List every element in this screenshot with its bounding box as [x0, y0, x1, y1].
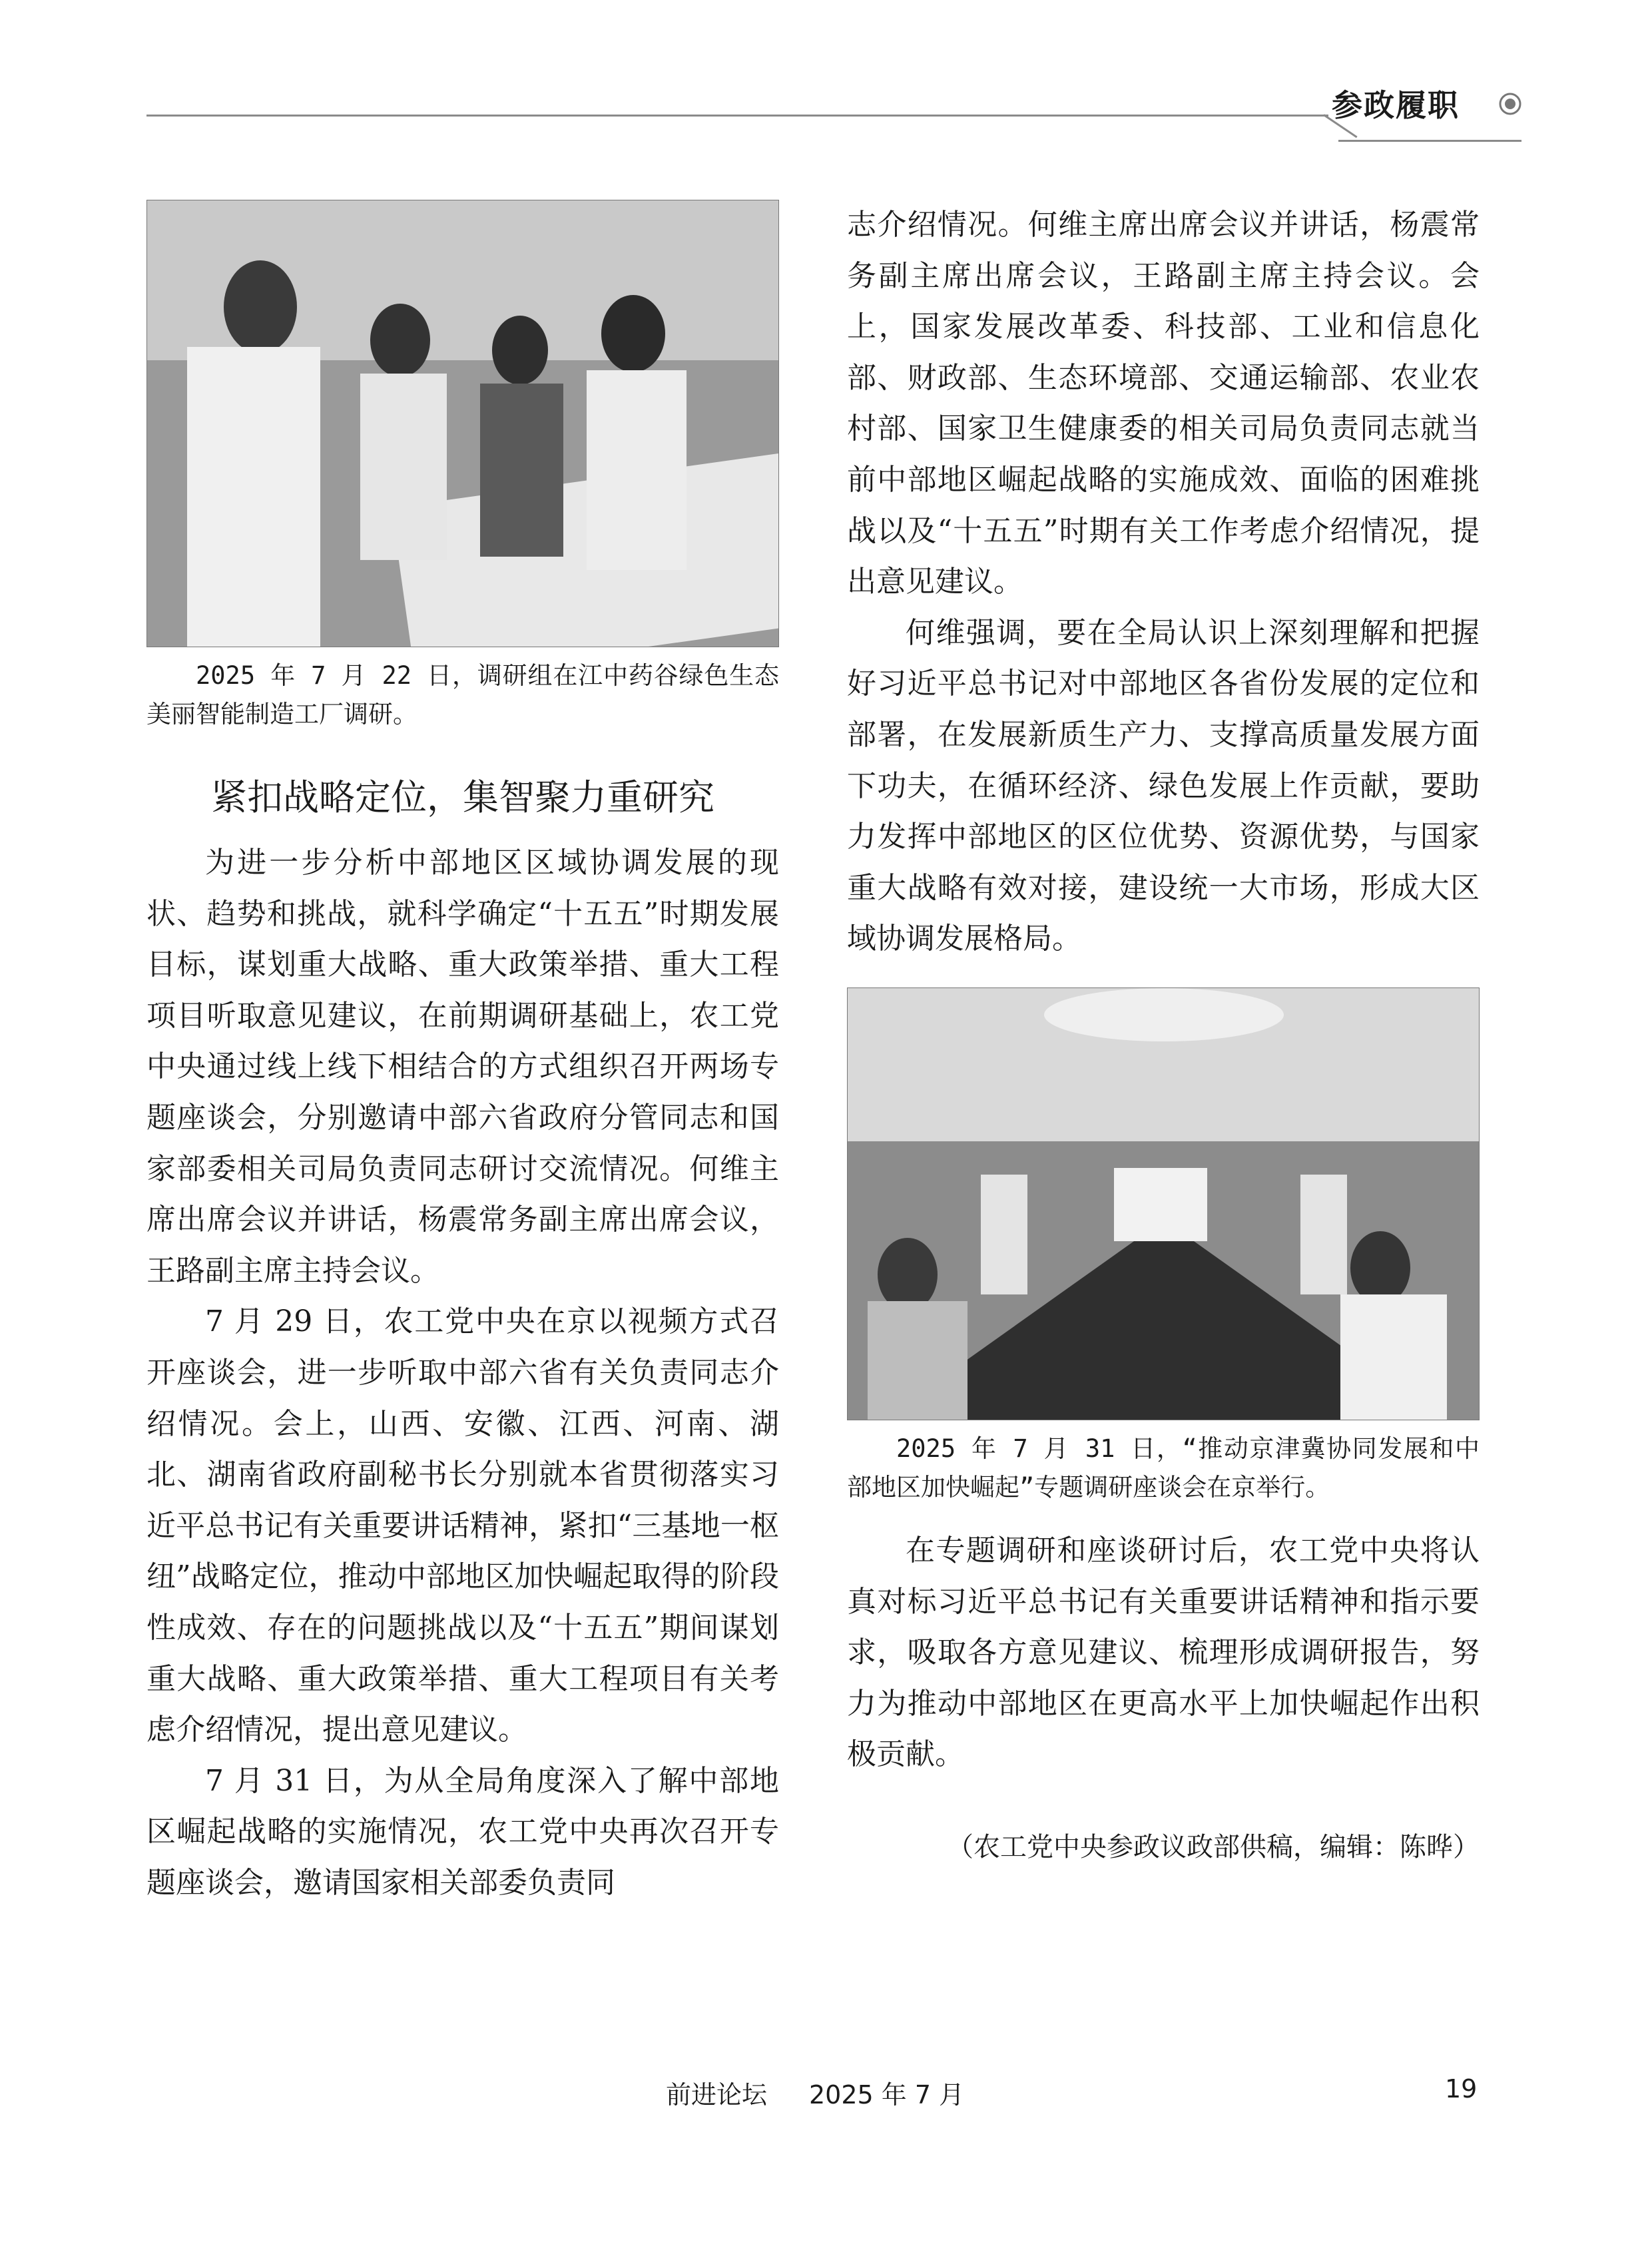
section-subheading: 紧扣战略定位，集智聚力重研究 — [211, 776, 714, 818]
header-rule-right — [1338, 140, 1521, 142]
left-column — [146, 200, 779, 1908]
body-paragraph: 7 月 29 日，农工党中央在京以视频方式召开座谈会，进一步听取中部六省有关负责同志介绍情况。会上，山西、安徽、江西、河南、湖北、湖南省政府副秘书长分别就本省贯彻落实习近平总书记有关重要讲话精神，紧扣“三基地一枢纽”战略定位，推动中部地区加快崛起取得的阶段性成效、存在的问题挑战以及“十五五”期间谋划重大战略、重大政策举措、重大工程项目有关考虑介绍情况，提出意见建议。 — [146, 1304, 779, 1747]
photo-caption: 2025 年 7 月 31 日，“推动京津冀协同发展和中部地区加快崛起”专题调研座谈会在京举行。 — [847, 1434, 1480, 1502]
footer-date: 2025 年 7 月 — [809, 2080, 965, 2109]
target-icon — [1498, 92, 1522, 116]
photo-caption: 2025 年 7 月 22 日，调研组在江中药谷绿色生态美丽智能制造工厂调研。 — [146, 661, 779, 728]
meeting-photo — [847, 987, 1480, 1420]
header-rule — [146, 115, 1328, 117]
body-paragraph: 在专题调研和座谈研讨后，农工党中央将认真对标习近平总书记有关重要讲话精神和指示要求，吸取各方意见建议、梳理形成调研报告，努力为推动中部地区在更高水平上加快崛起作出积极贡献。 — [847, 1533, 1480, 1772]
source-credit: （农工党中央参政议政部供稿，编辑：陈晔） — [947, 1831, 1480, 1862]
body-paragraph-continued: 志介绍情况。何维主席出席会议并讲话，杨震常务副主席出席会议，王路副主席主持会议。会上，国家发展改革委、科技部、工业和信息化部、财政部、生态环境部、交通运输部、农业农村部、国家卫生健康委的相关司局负责同志就当前中部地区崛起战略的实施成效、面临的困难挑战以及“十五五”时期有关工作考虑介绍情况，提出意见建议。 — [847, 208, 1480, 599]
footer-publication: 前进论坛 — [666, 2080, 768, 2109]
body-paragraph: 为进一步分析中部地区区域协调发展的现状、趋势和挑战，就科学确定“十五五”时期发展目标，谋划重大战略、重大政策举措、重大工程项目听取意见建议，在前期调研基础上，农工党中央通过线上线下相结合的方式组织召开两场专题座谈会，分别邀请中部六省政府分管同志和国家部委相关司局负责同志研讨交流情况。何维主席出席会议并讲话，杨震常务副主席出席会议，王路副主席主持会议。 — [146, 846, 779, 1288]
body-paragraph: 7 月 31 日，为从全局角度深入了解中部地区崛起战略的实施情况，农工党中央再次召开专题座谈会，邀请国家相关部委负责同 — [146, 1763, 779, 1900]
body-paragraph: 何维强调，要在全局认识上深刻理解和把握好习近平总书记对中部地区各省份发展的定位和部署，在发展新质生产力、支撑高质量发展方面下功夫，在循环经济、绿色发展上作贡献，要助力发挥中部地区的区位优势、资源优势，与国家重大战略有效对接，建设统一大市场，形成大区域协调发展格局。 — [847, 615, 1480, 956]
meeting-illustration — [848, 988, 1480, 1420]
factory-visit-illustration — [147, 200, 779, 647]
section-label: 参政履职 — [1332, 87, 1460, 123]
page-number: 19 — [1445, 2074, 1478, 2103]
factory-visit-photo — [146, 200, 779, 647]
right-column — [847, 200, 1480, 1867]
